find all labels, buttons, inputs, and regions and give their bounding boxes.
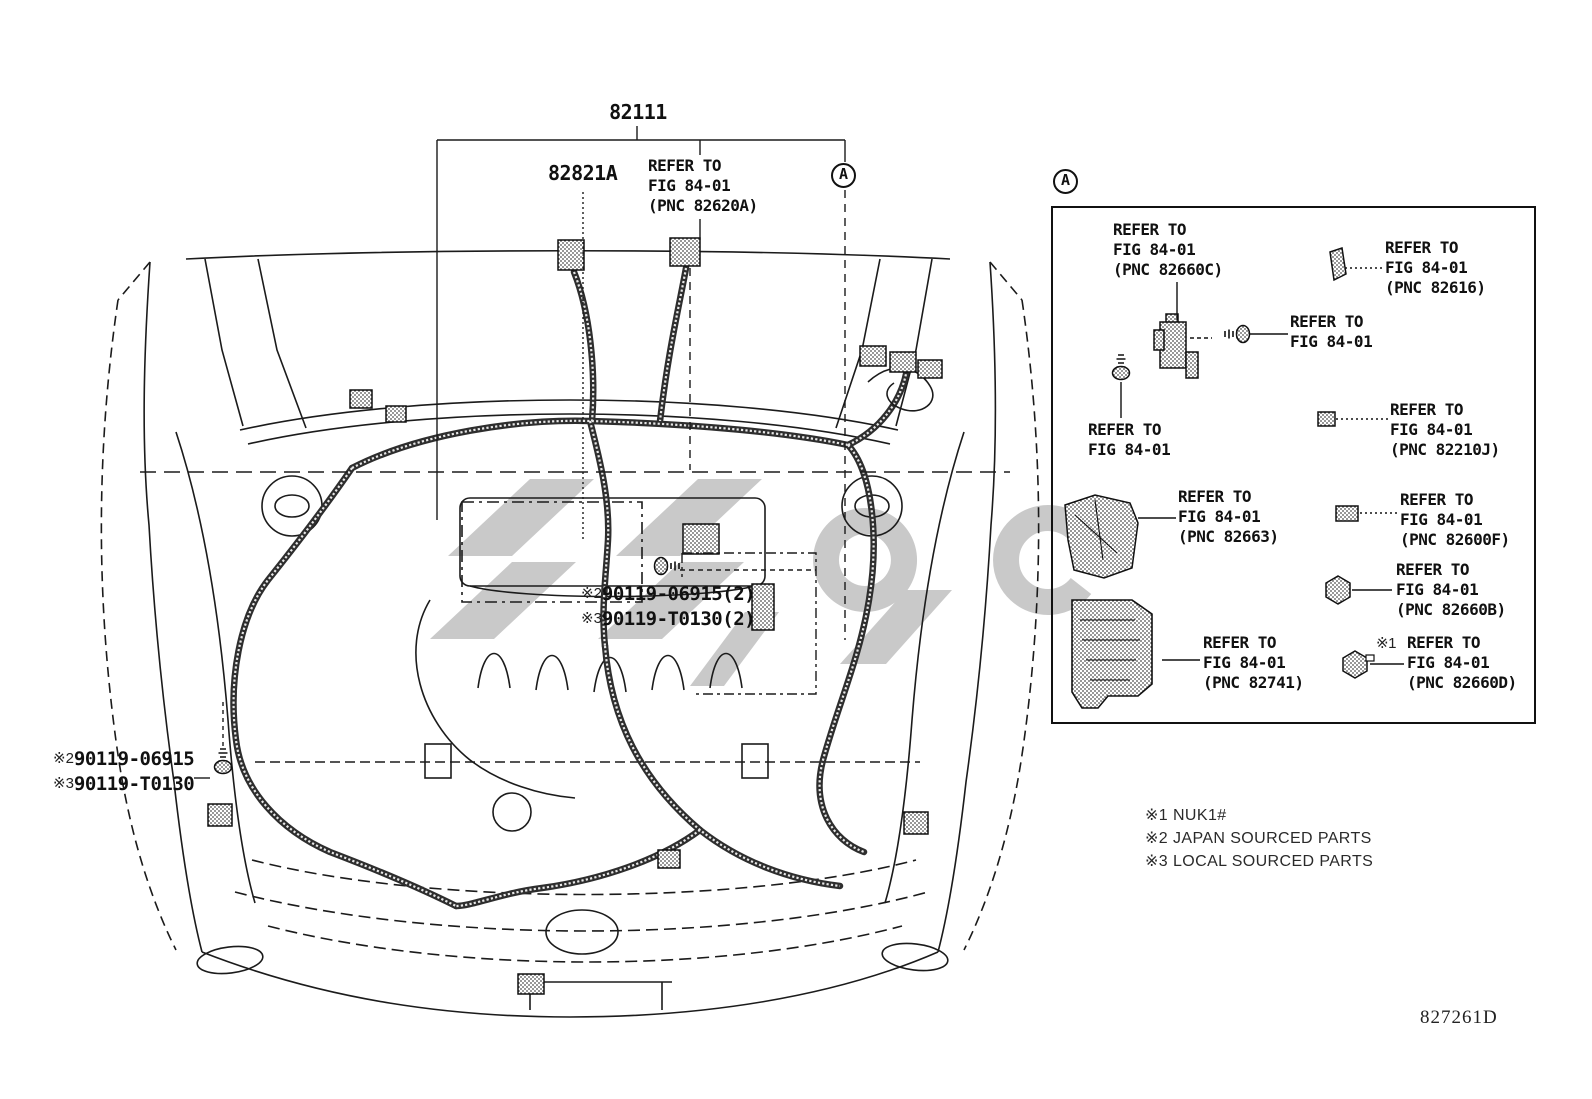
callout-bolt-right: REFER TO FIG 84-01	[1290, 312, 1373, 351]
detail-box-marker-a: A	[1053, 169, 1078, 194]
footnote-line: ※2 JAPAN SOURCED PARTS	[1145, 830, 1372, 847]
part-82663-icon	[1065, 495, 1138, 578]
callout-bolt-left: REFER TO FIG 84-01	[1088, 420, 1171, 459]
bolt-part-row: ※390119-T0130	[53, 773, 195, 795]
watermark-logo	[430, 479, 1081, 686]
front-bumper	[196, 744, 950, 1010]
bolt-icon	[1113, 355, 1130, 380]
callout-82741: REFER TO FIG 84-01 (PNC 82741)	[1203, 633, 1304, 692]
part-82210J-icon	[1318, 412, 1335, 426]
part-82616-icon	[1330, 248, 1346, 280]
callout-82660D: ※1 REFER TO FIG 84-01 (PNC 82660D)	[1376, 633, 1517, 692]
part-82741-icon	[1072, 600, 1152, 708]
main-part-number: 82111	[609, 100, 667, 124]
callout-82663: REFER TO FIG 84-01 (PNC 82663)	[1178, 487, 1279, 546]
callout-82620A: REFER TO FIG 84-01 (PNC 82620A)	[648, 156, 758, 215]
branch-part-number: 82821A	[548, 161, 618, 185]
mid-bolt-label	[581, 583, 755, 633]
footnotes	[1145, 804, 1373, 873]
figure-code: 827261D	[1420, 1007, 1498, 1028]
footnote-line: ※3 LOCAL SOURCED PARTS	[1145, 853, 1374, 870]
callout-82616: REFER TO FIG 84-01 (PNC 82616)	[1385, 238, 1486, 297]
part-82600F-icon	[1336, 506, 1358, 521]
leader-lines	[140, 126, 1010, 778]
bolt-icon	[1225, 326, 1250, 343]
part-82660B-icon	[1326, 576, 1350, 604]
callout-82660C: REFER TO FIG 84-01 (PNC 82660C)	[1113, 220, 1223, 279]
bolt-part-row: ※290119-06915(2)	[581, 583, 756, 605]
callout-82210J: REFER TO FIG 84-01 (PNC 82210J)	[1390, 400, 1500, 459]
section-marker-a: A	[831, 163, 856, 188]
callout-82660B: REFER TO FIG 84-01 (PNC 82660B)	[1396, 560, 1506, 619]
callout-82600F: REFER TO FIG 84-01 (PNC 82600F)	[1400, 490, 1510, 549]
part-82660D-icon	[1343, 651, 1367, 678]
part-82660C-icon	[1154, 314, 1198, 378]
footnote-line: ※1 NUK1#	[1145, 807, 1227, 824]
note-marker-1: ※1	[1376, 635, 1396, 652]
bolt-part-row: ※390119-T0130(2)	[581, 608, 756, 630]
left-bolt-label	[53, 748, 194, 798]
bolt-part-row: ※290119-06915	[53, 748, 195, 770]
